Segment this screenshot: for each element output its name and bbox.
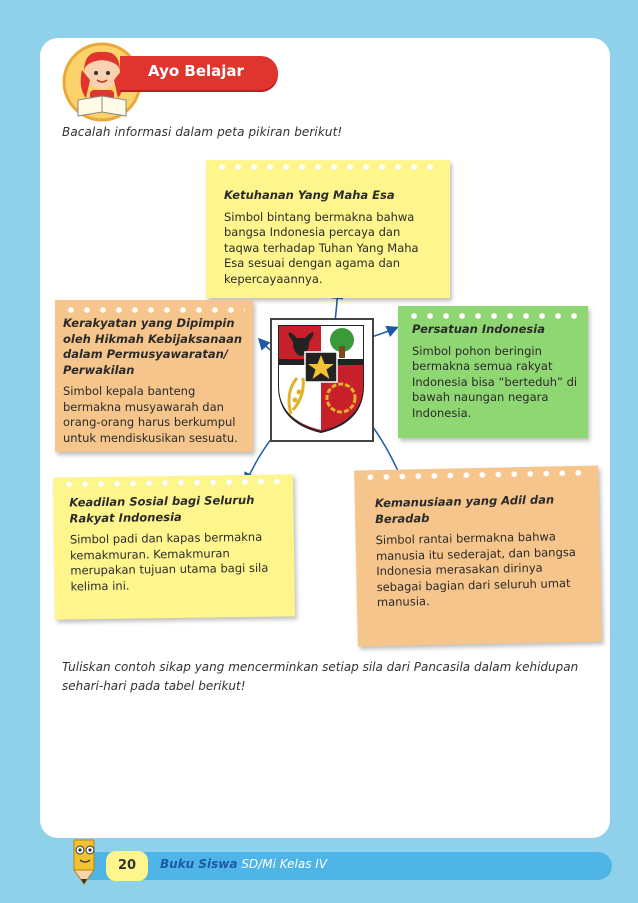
footer-book-title: Buku Siswa [160, 857, 238, 871]
note-sila-5-title: Keadilan Sosial bagi Seluruh Rakyat Indonesia [69, 492, 255, 525]
note-sila-1 [206, 160, 450, 298]
note-sila-2 [354, 465, 602, 646]
note-sila-4-title: Kerakyatan yang Dipimpin oleh Hikmah Kebijaksanaan dalam Permusyawaratan/ Perwakilan [63, 316, 243, 377]
intro-instruction: Bacalah informasi dalam peta pikiran berikut! [62, 125, 343, 139]
section-title: Ayo Belajar [148, 62, 244, 80]
note-sila-5 [53, 474, 295, 619]
note-sila-2-body: Simbol rantai bermakna bahwa manusia itu sederajat, dan bangsa Indonesia merasakan dirinya sebagai bagian dari seluruh umat manusia. [375, 529, 576, 610]
note-sila-2-title: Kemanusiaan yang Adil dan Beradab [374, 492, 555, 526]
note-sila-3-body: Simbol pohon beringin bermakna semua rakyat Indonesia bisa “berteduh” di bawah naungan negara Indonesia. [412, 343, 578, 420]
footer-grade: SD/Mi Kelas IV [241, 857, 328, 871]
note-sila-5-body: Simbol padi dan kapas bermakna kemakmuran. Kemakmuran merupakan tujuan utama bagi sila kelima ini. [69, 529, 269, 593]
footer-book-info [160, 857, 327, 871]
pancasila-shield-icon [275, 322, 367, 436]
note-sila-3 [398, 306, 588, 438]
note-sila-1-body: Simbol bintang bermakna bahwa bangsa Indonesia percaya dan taqwa terhadap Tuhan Yang Maha Esa sesuai dengan agama dan kepercayaannya. [224, 209, 419, 286]
note-sila-1-title: Ketuhanan Yang Maha Esa [224, 188, 395, 202]
page-number: 20 [106, 851, 148, 881]
pencil-mascot-icon [62, 836, 106, 886]
table-instruction: Tuliskan contoh sikap yang mencerminkan setiap sila dari Pancasila dalam kehidupan sehari-hari pada tabel berikut! [62, 660, 579, 693]
footer-bar [76, 852, 612, 880]
note-sila-4 [55, 300, 253, 452]
note-sila-3-title: Persatuan Indonesia [412, 322, 545, 336]
note-sila-4-body: Simbol kepala banteng bermakna musyawarah dan orang-orang harus berkumpul untuk mendiskusikan sesuatu. [63, 384, 238, 445]
